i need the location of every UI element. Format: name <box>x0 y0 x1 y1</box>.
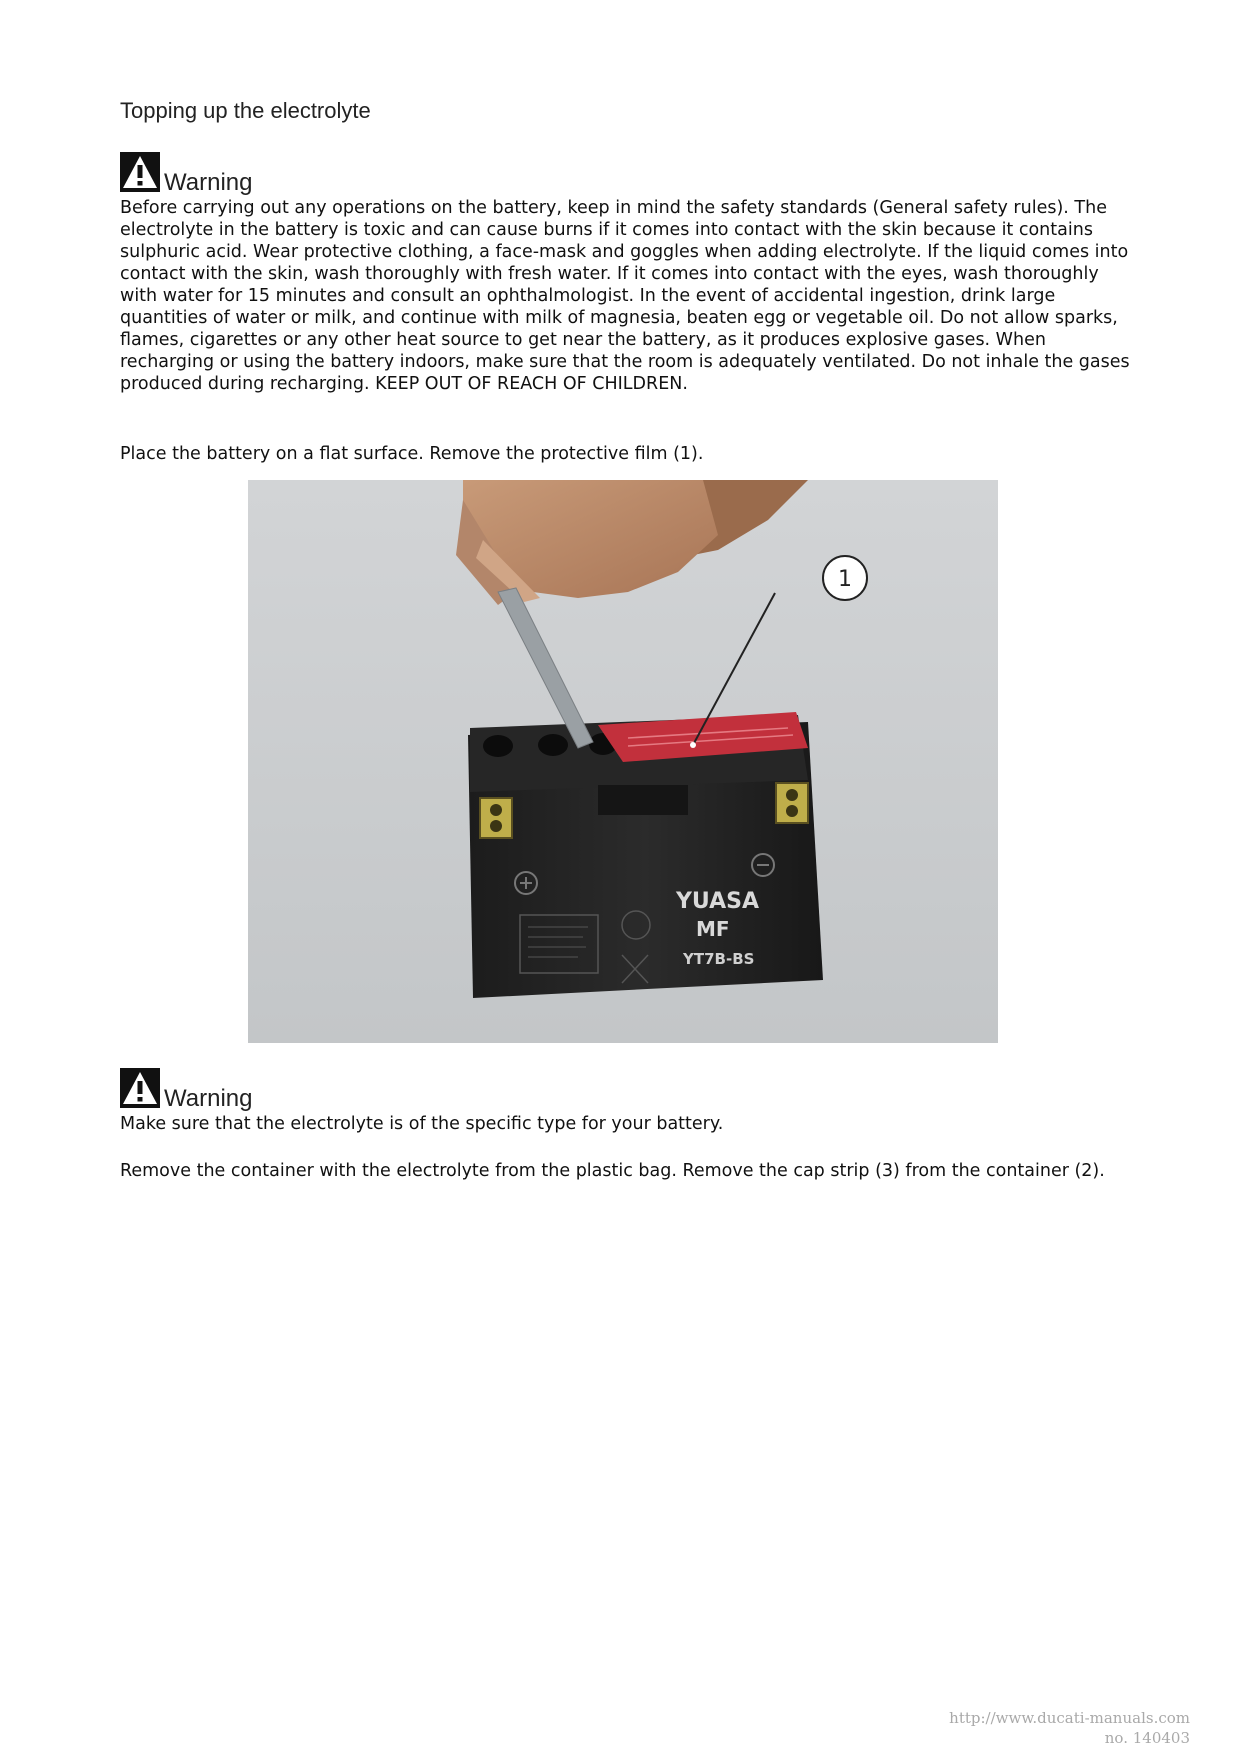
battery-model: YT7B-BS <box>683 950 755 968</box>
warning-label: Warning <box>164 169 253 196</box>
warning-triangle-icon <box>120 152 160 192</box>
battery-brand: YUASA <box>676 889 760 914</box>
footer-url: http://www.ducati-manuals.com <box>949 1709 1190 1727</box>
warning-text: Make sure that the electrolyte is of the specific type for your battery. <box>120 1114 724 1134</box>
step-text: Place the battery on a flat surface. Remove the protective film (1). <box>120 444 704 464</box>
page-title: Topping up the electrolyte <box>120 98 371 123</box>
warning-heading <box>120 1068 253 1112</box>
warning-text: Before carrying out any operations on the battery, keep in mind the safety standards (General safety rules). The electrolyte in the battery is toxic and can cause burns if it comes into contact with the skin because it contains sulphuric acid. Wear protective clothing, a face-mask and goggles when adding electrolyte. If the liquid comes into contact with the skin, wash thoroughly with fresh water. If it comes into contact with the eyes, wash thoroughly with water for 15 minutes and consult an ophthalmologist. In the event of accidental ingestion, drink large quantities of water or milk, and continue with milk of magnesia, beaten egg or vegetable oil. Do not allow sparks, flames, cigarettes or any other heat source to get near the battery, as it produces explosive gases. When recharging or using the battery indoors, make sure that the room is adequately ventilated. Do not inhale the gases produced during recharging. KEEP OUT OF REACH OF CHILDREN. <box>120 198 1130 394</box>
step-text: Remove the container with the electrolyte from the plastic bag. Remove the cap strip (3) from the container (2). <box>120 1161 1105 1181</box>
footer <box>949 1708 1190 1748</box>
battery-photo <box>248 480 998 1043</box>
warning-label: Warning <box>164 1085 253 1112</box>
callout-number: 1 <box>838 567 852 592</box>
warning-triangle-icon <box>120 1068 160 1108</box>
battery-subbrand: MF <box>696 917 730 941</box>
warning-heading <box>120 152 253 196</box>
footer-number: no. 140403 <box>1104 1729 1190 1747</box>
